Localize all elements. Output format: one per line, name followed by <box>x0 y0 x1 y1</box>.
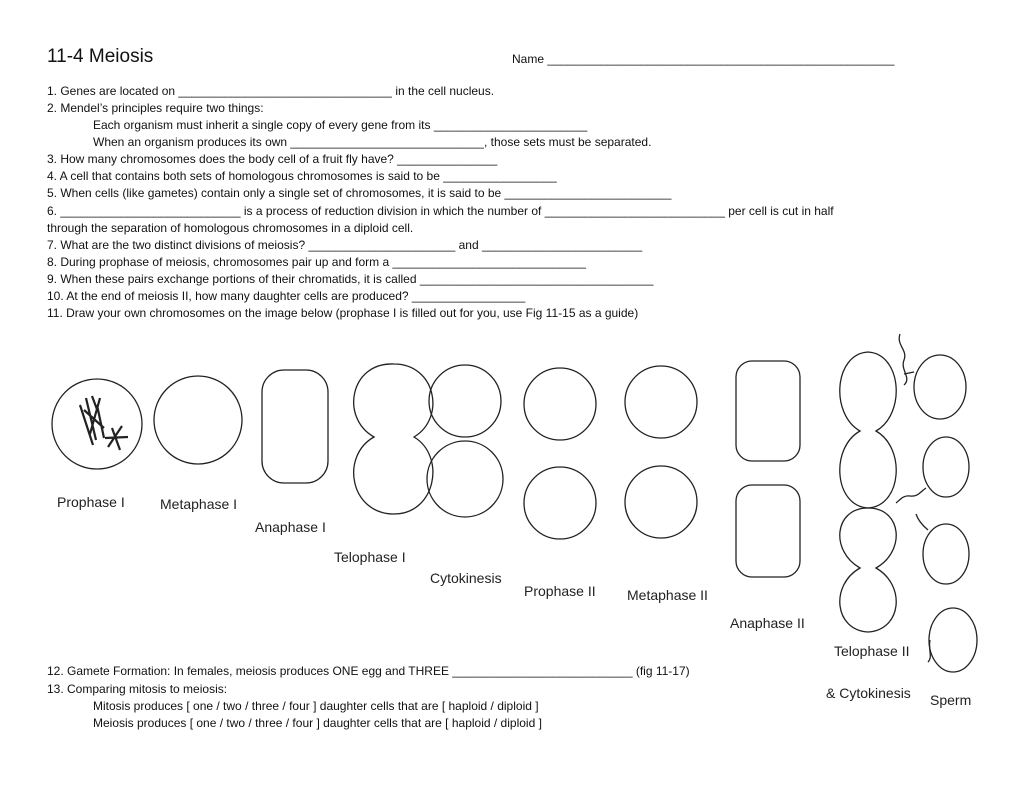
prophase2-cell-top <box>524 368 596 440</box>
label-cytokinesis: Cytokinesis <box>430 570 502 586</box>
question-13: 13. Comparing mitosis to meiosis: <box>47 682 228 696</box>
question-6: 6. ___________________________ is a process of reduction division in which the number of ___________________________ per cell is cut in half <box>47 204 834 218</box>
prophase2-cell-bottom <box>524 467 596 539</box>
sperm-tail-3 <box>916 514 928 530</box>
question-10: 10. At the end of meiosis II, how many daughter cells are produced? _________________ <box>47 289 526 303</box>
question-13-mitosis: Mitosis produces [ one / two / three / four ] daughter cells that are [ haploid / diploid ] <box>93 699 539 713</box>
label-prophase1: Prophase I <box>57 494 125 510</box>
question-5: 5. When cells (like gametes) contain only a single set of chromosomes, it is said to be _________________________ <box>47 186 672 200</box>
label-prophase2: Prophase II <box>524 583 596 599</box>
question-11: 11. Draw your own chromosomes on the image below (prophase I is filled out for you, use Fig 11-15 as a guide) <box>47 306 639 320</box>
worksheet-title: 11-4 Meiosis <box>47 46 154 67</box>
question-2a: Each organism must inherit a single copy of every gene from its _______________________ <box>93 118 588 132</box>
question-2b: When an organism produces its own _____________________________, those sets must be separated. <box>93 135 652 149</box>
anaphase2-cell-bottom <box>736 485 800 577</box>
sperm-head-3 <box>923 524 969 584</box>
question-6-continued: through the separation of homologous chromosomes in a diploid cell. <box>47 221 414 235</box>
cytokinesis-cell-top <box>429 365 501 437</box>
question-8: 8. During prophase of meiosis, chromosomes pair up and form a _____________________________ <box>47 255 587 269</box>
label-telophase2: Telophase II <box>834 643 910 659</box>
label-metaphase2: Metaphase II <box>627 587 708 603</box>
telophase2-cell-top <box>840 352 896 508</box>
sperm-head-4 <box>929 608 977 672</box>
telophase2-cell-bottom <box>840 508 896 632</box>
label-anaphase2: Anaphase II <box>730 615 805 631</box>
metaphase1-cell <box>154 376 242 464</box>
cytokinesis-cell-bottom <box>427 441 503 517</box>
question-4: 4. A cell that contains both sets of homologous chromosomes is said to be _________________ <box>47 169 557 183</box>
sperm-head-2 <box>923 437 969 497</box>
prophase1-cell <box>52 379 142 469</box>
question-2: 2. Mendel’s principles require two things: <box>47 101 264 115</box>
anaphase1-cell <box>262 370 328 483</box>
telophase1-cell <box>354 364 433 514</box>
label-metaphase1: Metaphase I <box>160 496 238 512</box>
sperm-tail-1 <box>899 334 914 385</box>
question-3: 3. How many chromosomes does the body cell of a fruit fly have? _______________ <box>47 152 498 166</box>
question-13-meiosis: Meiosis produces [ one / two / three / four ] daughter cells that are [ haploid / diploid ] <box>93 716 542 730</box>
question-7: 7. What are the two distinct divisions of meiosis? ______________________ and ________________________ <box>47 238 643 252</box>
label-cytokinesis2: & Cytokinesis <box>826 685 911 701</box>
label-anaphase1: Anaphase I <box>255 519 326 535</box>
metaphase2-cell-top <box>625 366 697 438</box>
question-1: 1. Genes are located on ________________________________ in the cell nucleus. <box>47 84 495 98</box>
question-12: 12. Gamete Formation: In females, meiosis produces ONE egg and THREE ___________________________ (fig 11-17) <box>47 664 690 678</box>
sperm-tail-2 <box>896 488 926 503</box>
anaphase2-cell-top <box>736 361 800 461</box>
metaphase2-cell-bottom <box>625 466 697 538</box>
prophase1-chromosomes <box>80 396 128 450</box>
label-telophase1: Telophase I <box>334 549 406 565</box>
sperm-head-1 <box>914 355 966 419</box>
question-9: 9. When these pairs exchange portions of their chromatids, it is called ___________________________________ <box>47 272 654 286</box>
label-sperm: Sperm <box>930 692 972 708</box>
name-field[interactable]: Name ____________________________________________________ <box>512 52 895 66</box>
